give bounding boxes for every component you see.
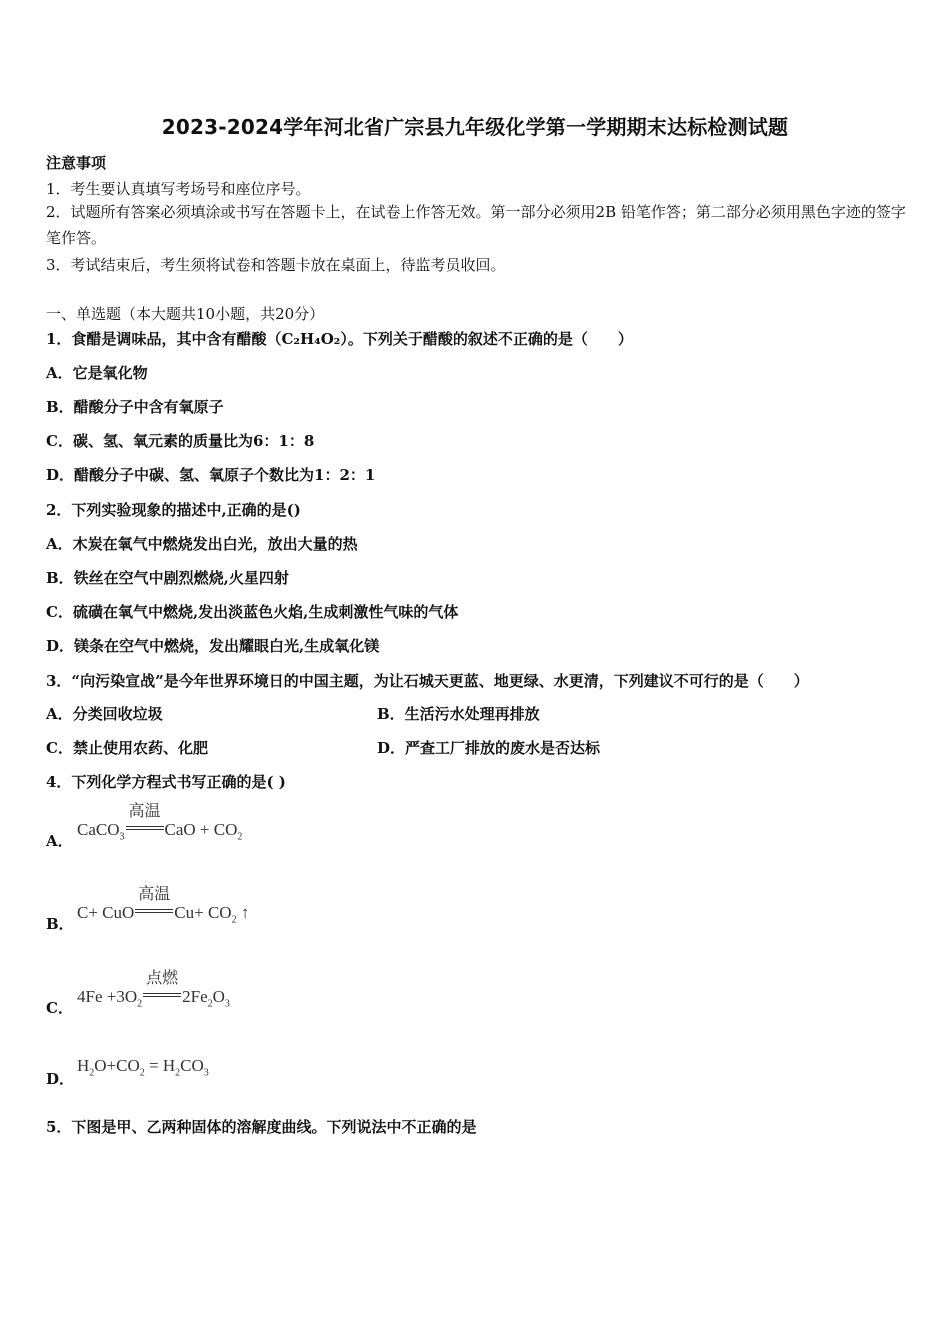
eq-d-sub4: 3 — [203, 1067, 209, 1079]
q1-option-b: B．醋酸分子中含有氧原子 — [46, 398, 224, 416]
q4-equation-a — [77, 801, 243, 843]
eq-d-sub1: 2 — [89, 1067, 95, 1079]
section-heading: 一、单选题（本大题共10小题，共20分） — [46, 305, 325, 323]
eq-c-equals-bar — [143, 993, 181, 997]
q2-option-b: B．铁丝在空气中剧烈燃烧,火星四射 — [46, 569, 289, 587]
eq-b-product: Cu+ CO — [174, 903, 232, 922]
eq-a-condition — [125, 801, 165, 840]
question-1-stem: 1．食醋是调味品，其中含有醋酸（C₂H₄O₂）。下列关于醋酸的叙述不正确的是（ ） — [46, 330, 633, 348]
notice-item-3: 3．考试结束后，考生须将试卷和答题卡放在桌面上，待监考员收回。 — [46, 256, 506, 274]
eq-a-equals-bar — [126, 826, 164, 830]
eq-d-part1: H — [77, 1056, 90, 1075]
eq-b-product-sub: 2 — [231, 914, 237, 926]
q3-option-c: C．禁止使用农药、化肥 — [46, 739, 208, 757]
eq-b-condition — [134, 884, 174, 923]
eq-b-condition-text: 高温 — [138, 884, 171, 903]
q1-option-c: C．碳、氢、氧元素的质量比为6：1：8 — [46, 432, 315, 450]
q3-option-b: B．生活污水处理再排放 — [377, 705, 540, 723]
q3-option-a: A．分类回收垃圾 — [46, 705, 163, 723]
q4-option-a-label: A． — [46, 832, 73, 850]
eq-c-product-part1: 2Fe — [182, 987, 208, 1006]
q1-option-d: D．醋酸分子中碳、氢、氧原子个数比为1：2：1 — [46, 466, 376, 484]
eq-c-product-sub1: 2 — [207, 998, 213, 1010]
eq-c-reactant-sub: 2 — [137, 998, 143, 1010]
eq-d-sub3: 2 — [175, 1067, 181, 1079]
question-4-stem: 4．下列化学方程式书写正确的是( ) — [46, 773, 286, 791]
eq-d-part2: O+CO — [94, 1056, 140, 1075]
eq-a-condition-text: 高温 — [128, 801, 161, 820]
question-5-stem: 5．下图是甲、乙两种固体的溶解度曲线。下列说法中不正确的是 — [46, 1118, 477, 1136]
eq-d-part4: CO — [180, 1056, 204, 1075]
eq-a-product: CaO + CO — [164, 820, 238, 839]
eq-c-product-sub2: 3 — [224, 998, 230, 1010]
q1-option-a: A．它是氧化物 — [46, 364, 148, 382]
q4-equation-c — [77, 968, 230, 1010]
notice-item-1: 1．考生要认真填写考场号和座位序号。 — [46, 180, 311, 198]
eq-d-sub2: 2 — [139, 1067, 145, 1079]
eq-b-reactant: C+ CuO — [77, 903, 135, 922]
eq-c-condition — [142, 968, 182, 1007]
q4-equation-b — [77, 884, 250, 926]
q4-equation-d — [77, 1056, 209, 1078]
q3-option-d: D．严查工厂排放的废水是否达标 — [377, 739, 601, 757]
eq-a-reactant-sub: 3 — [119, 831, 125, 843]
eq-c-product-part2: O — [212, 987, 225, 1006]
eq-d-part3: = H — [144, 1056, 176, 1075]
eq-c-condition-text: 点燃 — [146, 968, 179, 987]
notice-heading: 注意事项 — [46, 154, 107, 172]
q2-option-d: D．镁条在空气中燃烧，发出耀眼白光,生成氧化镁 — [46, 637, 380, 655]
eq-b-equals-bar — [135, 909, 173, 913]
notice-item-2: 2．试题所有答案必须填涂或书写在答题卡上，在试卷上作答无效。第一部分必须用2B 铅笔作答；第二部分必须用黑色字迹的签字笔作答。 — [46, 203, 906, 247]
question-3-stem: 3．“向污染宣战”是今年世界环境日的中国主题，为让石城天更蓝、地更绿、水更清，下列建议不可行的是（ ） — [46, 672, 809, 690]
eq-a-reactant: CaCO — [77, 820, 120, 839]
q4-option-c-label: C． — [46, 999, 73, 1017]
eq-a-product-sub: 2 — [237, 831, 243, 843]
question-2-stem: 2．下列实验现象的描述中,正确的是() — [46, 501, 301, 519]
q2-option-a: A．木炭在氧气中燃烧发出白光，放出大量的热 — [46, 535, 358, 553]
q2-option-c: C．硫磺在氧气中燃烧,发出淡蓝色火焰,生成刺激性气味的气体 — [46, 603, 459, 621]
eq-c-reactant: 4Fe +3O — [77, 987, 138, 1006]
q4-option-d-label: D． — [46, 1070, 75, 1088]
page-title: 2023-2024学年河北省广宗县九年级化学第一学期期末达标检测试题 — [161, 115, 789, 139]
q4-option-b-label: B． — [46, 915, 74, 933]
gas-arrow-icon: ↑ — [236, 903, 250, 922]
